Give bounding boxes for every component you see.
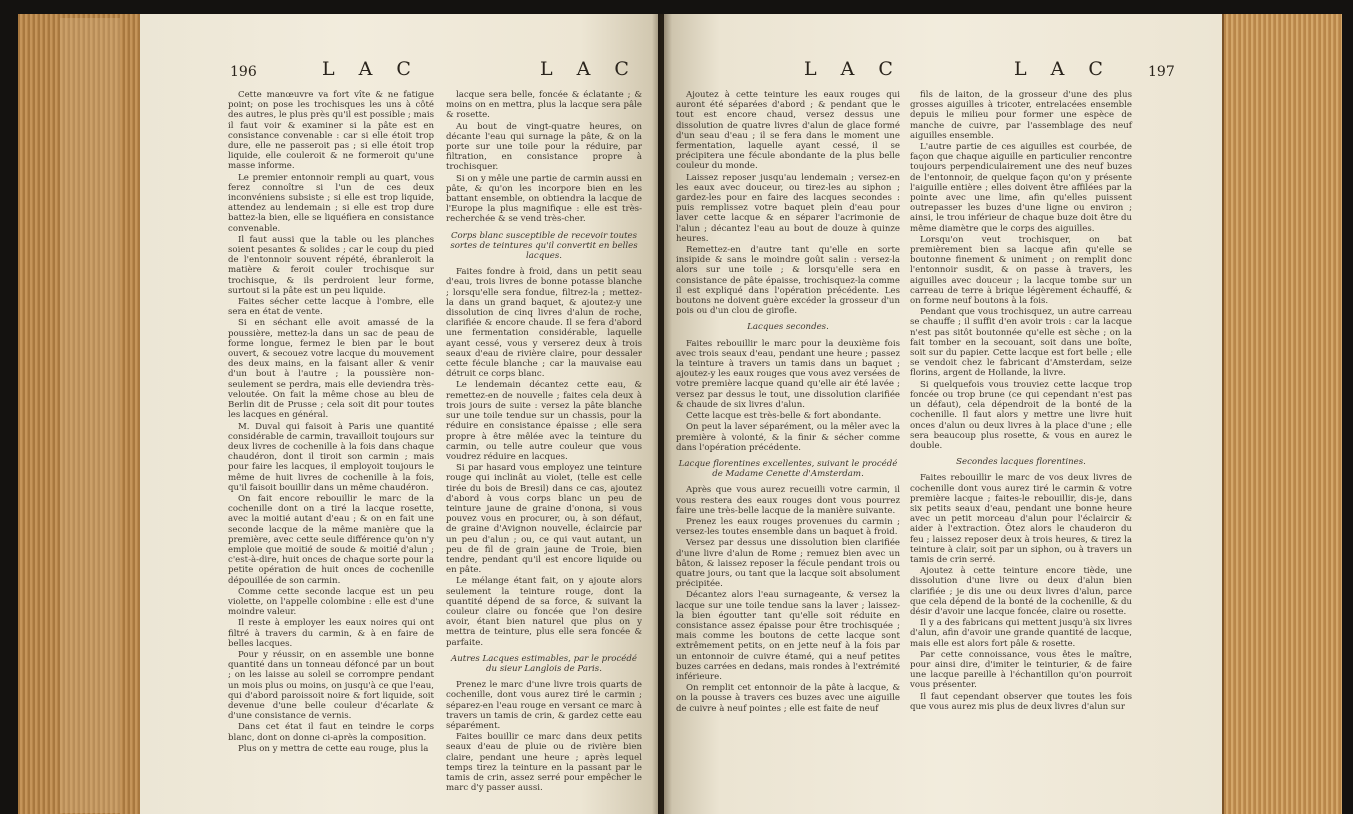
paragraph: Ajoutez à cette teinture encore tiède, une dissolution d'une livre ou deux d'alun bien clarifiée ; je dis une ou deux livres d'alun, parce que cela dépend de la bonté de la cochenille, & du désir d'avoir une lacque foncée, claire ou rosette. <box>910 566 1132 617</box>
right-running-head-2: L A C <box>1014 58 1112 80</box>
right-page-number: 197 <box>1148 64 1175 80</box>
paragraph: L'autre partie de ces aiguilles est courbée, de façon que chaque aiguille en particulier rencontre toujours perpendiculairement une des neuf buzes de l'entonnoir, de quelque façon qu'on y présente l'aiguille entière ; elles doivent être affilées par la pointe avec une lime, afin qu'elles puissent outrepasser les buzes d'une ligne ou environ ; ainsi, le trou inférieur de chaque buze doit être du même diamètre que le corps des aiguilles. <box>910 142 1132 234</box>
paragraph: Au bout de vingt-quatre heures, on décante l'eau qui surnage la pâte, & on la porte sur une toile pour la réduire, par filtration, en consistance propre à trochisquer. <box>446 121 642 173</box>
paragraph: On peut la laver séparément, ou la mêler avec la première à volonté, & la finir & sécher comme dans l'opération précédente. <box>676 422 900 453</box>
paragraph: Si on y mêle une partie de carmin aussi en pâte, & qu'on les incorpore bien en les battant ensemble, on obtiendra la lacque de l'Europe la plus magnifique : elle est très-recherchée & se vend très-cher. <box>446 173 642 225</box>
paragraph: Il faut cependant observer que toutes les fois que vous aurez mis plus de deux livres d'alun sur <box>910 691 1132 712</box>
right-page-edges <box>1222 14 1342 814</box>
paragraph: Faites rebouillir le marc pour la deuxième fois avec trois seaux d'eau, pendant une heure ; passez la teinture à travers un tamis dans un baquet ; ajoutez-y les eaux rouges que vous avez versées de votre première lacque quand qu'elle air été lavée ; versez par dessus le tout, une dissolution clarifiée & chaude de six livres d'alun. <box>676 338 900 410</box>
paragraph: Plus on y mettra de cette eau rouge, plus la <box>238 743 429 754</box>
paragraph: Faites bouillir ce marc dans deux petits seaux d'eau de pluie ou de rivière bien claire, pendant une heure ; après lequel temps tirez la teinture en la passant par le tamis de crin, assez serré pour empêcher le marc d'y passer aussi. <box>446 732 642 794</box>
paragraph: Prenez le marc d'une livre trois quarts de cochenille, dont vous aurez tiré le carmin ; séparez-en l'eau rouge en versant ce marc à travers un tamis de crin, & gardez cette eau séparément. <box>446 680 642 731</box>
paragraph: Pendant que vous trochisquez, un autre carreau se chauffe ; il suffit d'en avoir trois : car la lacque n'est pas sitôt boutonnée qu'elle est sèche ; on la fait tomber en la secouant, soit dans une boîte, soit sur du papier. Cette lacque est fort belle ; elle se vendoit chez le fabricant d'Amsterdam, seize florins, argent de Hollande, la livre. <box>910 307 1132 379</box>
paragraph: Faites rebouillir le marc de vos deux livres de cochenille dont vous aurez tiré le carmin & votre première lacque ; faites-le rebouillir, dis-je, dans six petits seaux d'eau, pendant une bonne heure avec un petit morceau d'alun pour l'éclaircir & aider à l'extraction. Ôtez alors le chauderon du feu ; laissez reposer deux à trois heures, & tirez la teinture à clair, soit par un siphon, ou à travers un tamis de crin serré. <box>910 473 1132 565</box>
right-column-1 <box>676 90 900 715</box>
paragraph: On fait encore rebouillir le marc de la cochenille dont on a tiré la lacque rosette, avec la moitié autant d'eau ; & on en fait une seconde lacque de la même manière que la première, avec cette seule différence qu'on n'y emploie que moitié de soude & moitié d'alun ; c'est-à-dire, huit onces de chaque sorte pour la petite opération de huit onces de cochenille dépouillée de son carmin. <box>228 493 434 586</box>
paragraph: Le mélange étant fait, on y ajoute alors seulement la teinture rouge, dont la quantité dépend de sa force, & suivant la couleur claire ou foncée que l'on desire avoir, étant bien naturel que plus on y mettra de teinture, plus elle sera foncée & parfaite. <box>446 576 642 648</box>
paragraph: Le lendemain décantez cette eau, & remettez-en de nouvelle ; faites cela deux à trois jours de suite : versez la pâte blanche sur une toile tendue sur un chassis, pour la réduire en consistance épaisse ; elle sera propre à être mêlée avec la teinture du carmin, ou telle autre couleur que vous voudrez réduire en lacques. <box>446 380 642 462</box>
left-column-2 <box>446 90 642 794</box>
section-heading: Lacque florentines excellentes, suivant le procédé de Madame Cenette d'Amsterdam. <box>678 458 898 480</box>
paragraph: M. Duval qui faisoit à Paris une quantité considérable de carmin, travailloit toujours sur deux livres de cochenille à la fois dans chaque chaudéron, dont il tiroit son carmin ; mais pour faire les lacques, il employoit toujours le même de huit livres de cochenille à la fois, qu'il faisoit bouillir dans un même chaudéron. <box>228 421 434 493</box>
paragraph: Décantez alors l'eau surnageante, & versez la lacque sur une toile tendue sans la laver ; laissez-la bien égoutter tant qu'elle soit réduite en consistance assez épaisse pour être trochisquée ; mais comme les boutons de cette lacque sont extrêmement petits, on en jette neuf à la fois par un entonnoir de cuivre étamé, qui a neuf petites buzes carrées en dedans, mais rondes à l'extrémité inférieure. <box>676 590 900 682</box>
left-running-head-2: L A C <box>540 58 638 80</box>
paragraph: Après que vous aurez recueilli votre carmin, il vous restera des eaux rouges dont vous pourrez faire une très-belle lacque de la manière suivante. <box>676 485 900 516</box>
paragraph: Le premier entonnoir rempli au quart, vous ferez connoître si l'un de ces deux inconvéniens subsiste ; si elle est trop liquide, attendez au lendemain ; si elle est trop dure battez-la bien, elle se liquéfiera en consistance convenable. <box>228 172 434 234</box>
section-heading: Corps blanc susceptible de recevoir toutes sortes de teintures qu'il convertit en belles lacques. <box>450 230 638 262</box>
paragraph: Ajoutez à cette teinture les eaux rouges qui auront été séparées d'abord ; & pendant que le tout est encore chaud, versez dessus une dissolution de quatre livres d'alun de glace formé d'un seau d'eau ; il se fera dans le moment une fermentation, laquelle ayant cessé, il se précipitera une fécule abondante de la plus belle couleur du monde. <box>676 90 900 172</box>
right-running-head-1: L A C <box>804 58 902 80</box>
paragraph: Laissez reposer jusqu'au lendemain ; versez-en les eaux avec douceur, ou tirez-les au siphon ; gardez-les pour en faire des lacques secondes : puis remplissez votre baquet plein d'eau pour laver cette lacque & en séparer l'acrimonie de l'alun ; décantez l'eau au bout de douze à quinze heures. <box>676 172 900 244</box>
section-heading: Lacques secondes. <box>747 322 829 333</box>
paragraph: Si quelquefois vous trouviez cette lacque trop foncée ou trop brune (ce qui cependant n'est pas un défaut), cela dépendroit de la bonté de la cochenille. Il faut alors y mettre une livre huit onces d'alun ou deux livres à la place d'une ; elle sera beaucoup plus rosette, & vous en aurez le double. <box>910 379 1132 451</box>
paragraph: Cette lacque est très-belle & fort abondante. <box>686 411 882 422</box>
paragraph: Il faut aussi que la table ou les planches soient pesantes & solides ; car le coup du pied de l'entonnoir souvent répété, ébranleroit la matière & feroit couler trochisque sur trochisque, & ils perdroient leur forme, surtout si la pâte est un peu liquide. <box>228 234 434 296</box>
paragraph: Dans cet état il faut en teindre le corps blanc, dont on donne ci-après la composition. <box>228 722 434 743</box>
book-gutter <box>652 14 672 814</box>
right-page <box>664 14 1222 814</box>
paragraph: Par cette connoissance, vous êtes le maître, pour ainsi dire, d'imiter le teinturier, & de faire une lacque pareille à l'échantillon qu'on pourroit vous présenter. <box>910 649 1132 691</box>
paragraph: Prenez les eaux rouges provenues du carmin ; versez-les toutes ensemble dans un baquet à froid. <box>676 516 900 538</box>
left-page <box>140 14 658 814</box>
left-column-1 <box>228 90 434 755</box>
paragraph: On remplit cet entonnoir de la pâte à lacque, & on la pousse à travers ces buzes avec une aiguille de cuivre à neuf pointes ; elle est faite de neuf <box>676 683 900 714</box>
paragraph: Faites fondre à froid, dans un petit seau d'eau, trois livres de bonne potasse blanche ; lorsqu'elle sera fondue, filtrez-la ; mettez-la dans un grand baquet, & ajoutez-y une dissolution de cinq livres d'alun de roche, clarifiée & encore chaude. Il se fera d'abord une fermentation considérable, laquelle ayant cessé, vous y verserez deux à trois seaux d'eau de rivière claire, pour dessaler cette fécule blanche ; car la mauvaise eau détruit ce corps blanc. <box>446 267 642 380</box>
paragraph: Il reste à employer les eaux noires qui ont filtré à travers du carmin, & à en faire de belles lacques. <box>228 618 434 649</box>
left-running-head-1: L A C <box>322 58 420 80</box>
paragraph: Cette manœuvre va fort vîte & ne fatigue point; on pose les trochisques les uns à côté des autres, le plus près qu'il est possible ; mais il faut voir & examiner si la pâte est en consistance convenable : car si elle étoit trop dure, elle ne passeroit pas ; si elle étoit trop liquide, elle couleroit & ne formeroit qu'une masse informe. <box>228 90 434 172</box>
paragraph: lacque sera belle, foncée & éclatante ; & moins on en mettra, plus la lacque sera pâle & rosette. <box>446 90 642 121</box>
paragraph: Si en séchant elle avoit amassé de la poussière, mettez-la dans un sac de peau de forme longue, fermez le bien par le bout ouvert, & secouez votre lacque du mouvement des deux mains, en la faisant aller & venir d'un bout à l'autre ; la poussière non-seulement se perdra, mais elle deviendra très-veloutée. On fait la même chose au bleu de Berlin dit de Prusse ; cela soit dit pour toutes les lacques en général. <box>228 318 434 421</box>
paragraph: Versez par dessus une dissolution bien clarifiée d'une livre d'alun de Rome ; remuez bien avec un bâton, & laissez reposer la fécule pendant trois ou quatre jours, ou tant que la lacque soit absolument précipitée. <box>676 538 900 590</box>
paragraph: fils de laiton, de la grosseur d'une des plus grosses aiguilles à tricoter, entrelacées ensemble depuis le milieu pour former une espèce de manche de cuivre, par l'assemblage des neuf aiguilles ensemble. <box>910 90 1132 141</box>
paragraph: Il y a des fabricans qui mettent jusqu'à six livres d'alun, afin d'avoir une grande quantité de lacque, mais elle est alors fort pâle & rosette. <box>910 618 1132 649</box>
section-heading: Autres Lacques estimables, par le procédé du sieur Langlois de Paris. <box>451 653 637 674</box>
paragraph: Pour y réussir, on en assemble une bonne quantité dans un tonneau défoncé par un bout ; on les laisse au soleil se corrompre pendant un mois plus ou moins, on jusqu'à ce que l'eau, qui d'abord paroissoit noire & fort liquide, soit devenue d'une belle couleur d'écarlate & d'une consistance de vernis. <box>228 649 434 722</box>
left-edge-highlight <box>60 18 120 813</box>
paragraph: Comme cette seconde lacque est un peu violette, on l'appelle colombine : elle est d'une moindre valeur. <box>228 586 434 618</box>
paragraph: Lorsqu'on veut trochisquer, on bat premièrement bien sa lacque afin qu'elle se boutonne finement & uniment ; on remplit donc l'entonnoir susdit, & on passe à travers, les aiguilles avec douceur ; la lacque tombe sur un carreau de terre à brique légèrement échauffé, & on forme neuf boutons à la fois. <box>910 234 1132 307</box>
section-heading: Secondes lacques florentines. <box>956 457 1086 468</box>
right-column-2 <box>910 90 1132 713</box>
paragraph: Faites sécher cette lacque à l'ombre, elle sera en état de vente. <box>228 297 434 318</box>
paragraph: Si par hasard vous employez une teinture rouge qui inclinât au violet, (telle est celle tirée du bois de Bresil) dans ce cas, ajoutez d'abord à vous corps blanc un peu de teinture jaune de graine d'onona, si vous pouvez vous en procurer, ou, à son défaut, de graine d'Avignon nouvelle, éclaircie par un peu d'alun ; ou, ce qui vaut autant, un peu de fil de grain jaune de Troie, bien tendre, pendant qu'il est encore liquide ou en pâte. <box>446 463 642 576</box>
left-page-number: 196 <box>230 64 257 80</box>
paragraph: Remettez-en d'autre tant qu'elle en sorte insipide & sans le moindre goût salin : versez-la alors sur une toile ; & lorsqu'elle sera en consistance de pâte épaisse, trochisquez-la comme il est expliqué dans l'opération précédente. Les boutons ne doivent guère excéder la grosseur d'un pois ou d'un clou de girofle. <box>676 245 900 317</box>
